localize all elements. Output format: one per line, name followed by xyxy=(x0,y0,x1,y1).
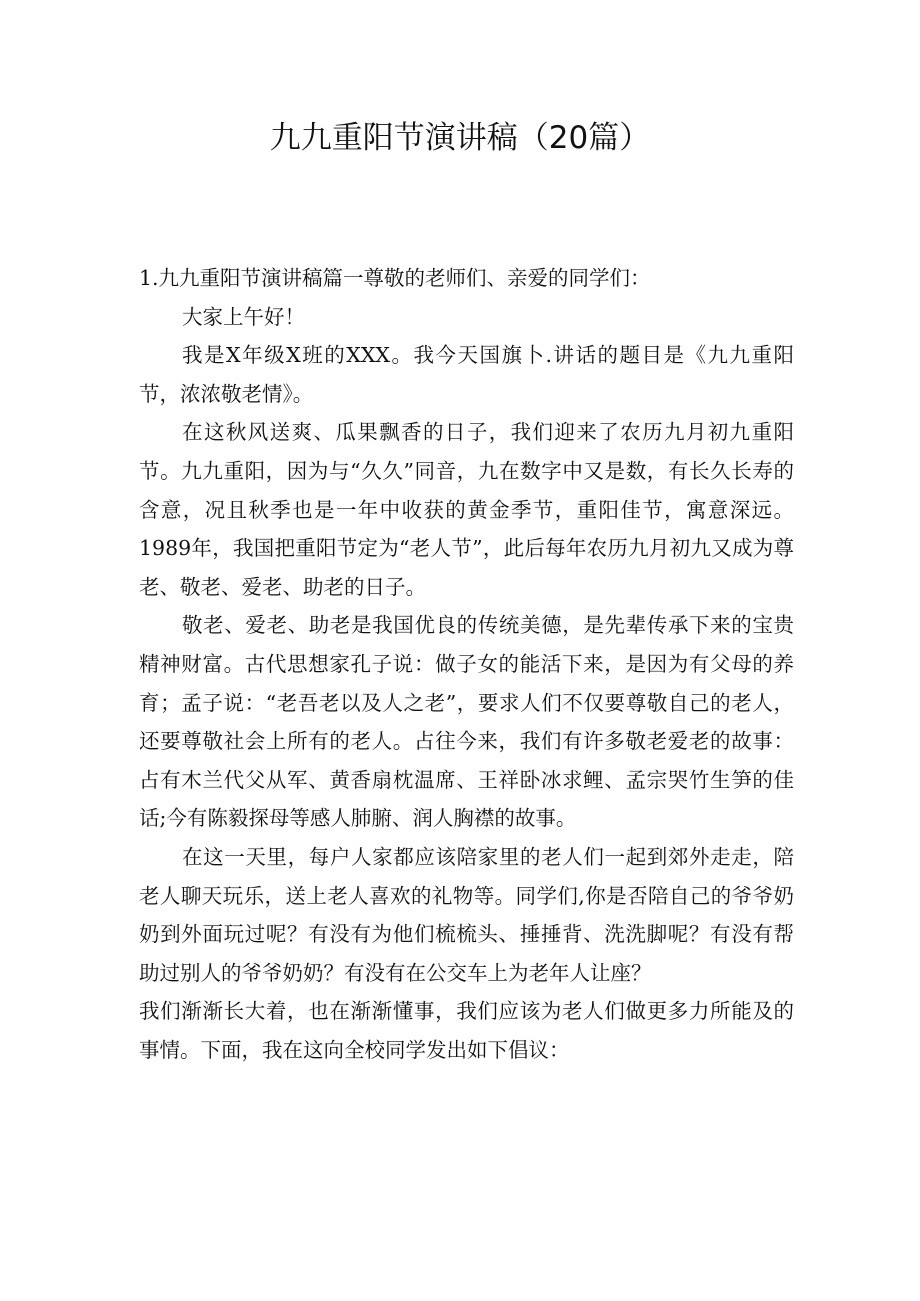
document-body xyxy=(139,259,794,1069)
paragraph-intro: 我是X年级X班的XXX。我今天国旗卜.讲话的题目是《九九重阳节，浓浓敬老情》。 xyxy=(139,343,794,406)
paragraph-heading: 1.九九重阳节演讲稿篇一尊敬的老师们、亲爱的同学们： xyxy=(139,266,651,290)
document-title: 九九重阳节演讲稿（20篇） xyxy=(269,120,651,156)
paragraph-tradition: 敬老、爱老、助老是我国优良的传统美德，是先辈传承下来的宝贵精神财富。古代思想家孔子说：做子女的能活下来，是因为有父母的养育；孟子说：“老吾老以及人之老”，要求人们不仅要尊敬自己的老人，还要尊敬社会上所有的老人。占往今来，我们有许多敬老爱老的故事：占有木兰代父从军、黄香扇枕温席、王祥卧冰求鲤、孟宗哭竹生笋的佳话;今有陈毅探母等感人肺腑、润人胸襟的故事。 xyxy=(139,613,794,831)
paragraph-festival-origin: 在这秋风送爽、瓜果飘香的日子，我们迎来了农历九月初九重阳节。九九重阳，因为与“久久”同音，九在数字中又是数，有长久长寿的含意，况且秋季也是一年中收获的黄金季节，重阳佳节，寓意深远。1989年，我国把重阳节定为“老人节”，此后每年农历九月初九又成为尊老、敬老、爱老、助老的日子。 xyxy=(139,420,794,599)
paragraph-proposal: 我们渐渐长大着，也在渐渐懂事，我们应该为老人们做更多力所能及的事情。下面，我在这向全校同学发出如下倡议： xyxy=(139,999,794,1062)
paragraph-questions: 在这一天里，每户人家都应该陪家里的老人们一起到郊外走走，陪老人聊天玩乐，送上老人喜欢的礼物等。同学们,你是否陪自己的爷爷奶奶到外面玩过呢？有没有为他们梳梳头、捶捶背、洗洗脚呢？有没有帮助过别人的爷爷奶奶？有没有在公交车上为老年人让座？ xyxy=(139,844,794,985)
paragraph-greeting: 大家上午好！ xyxy=(182,304,306,329)
